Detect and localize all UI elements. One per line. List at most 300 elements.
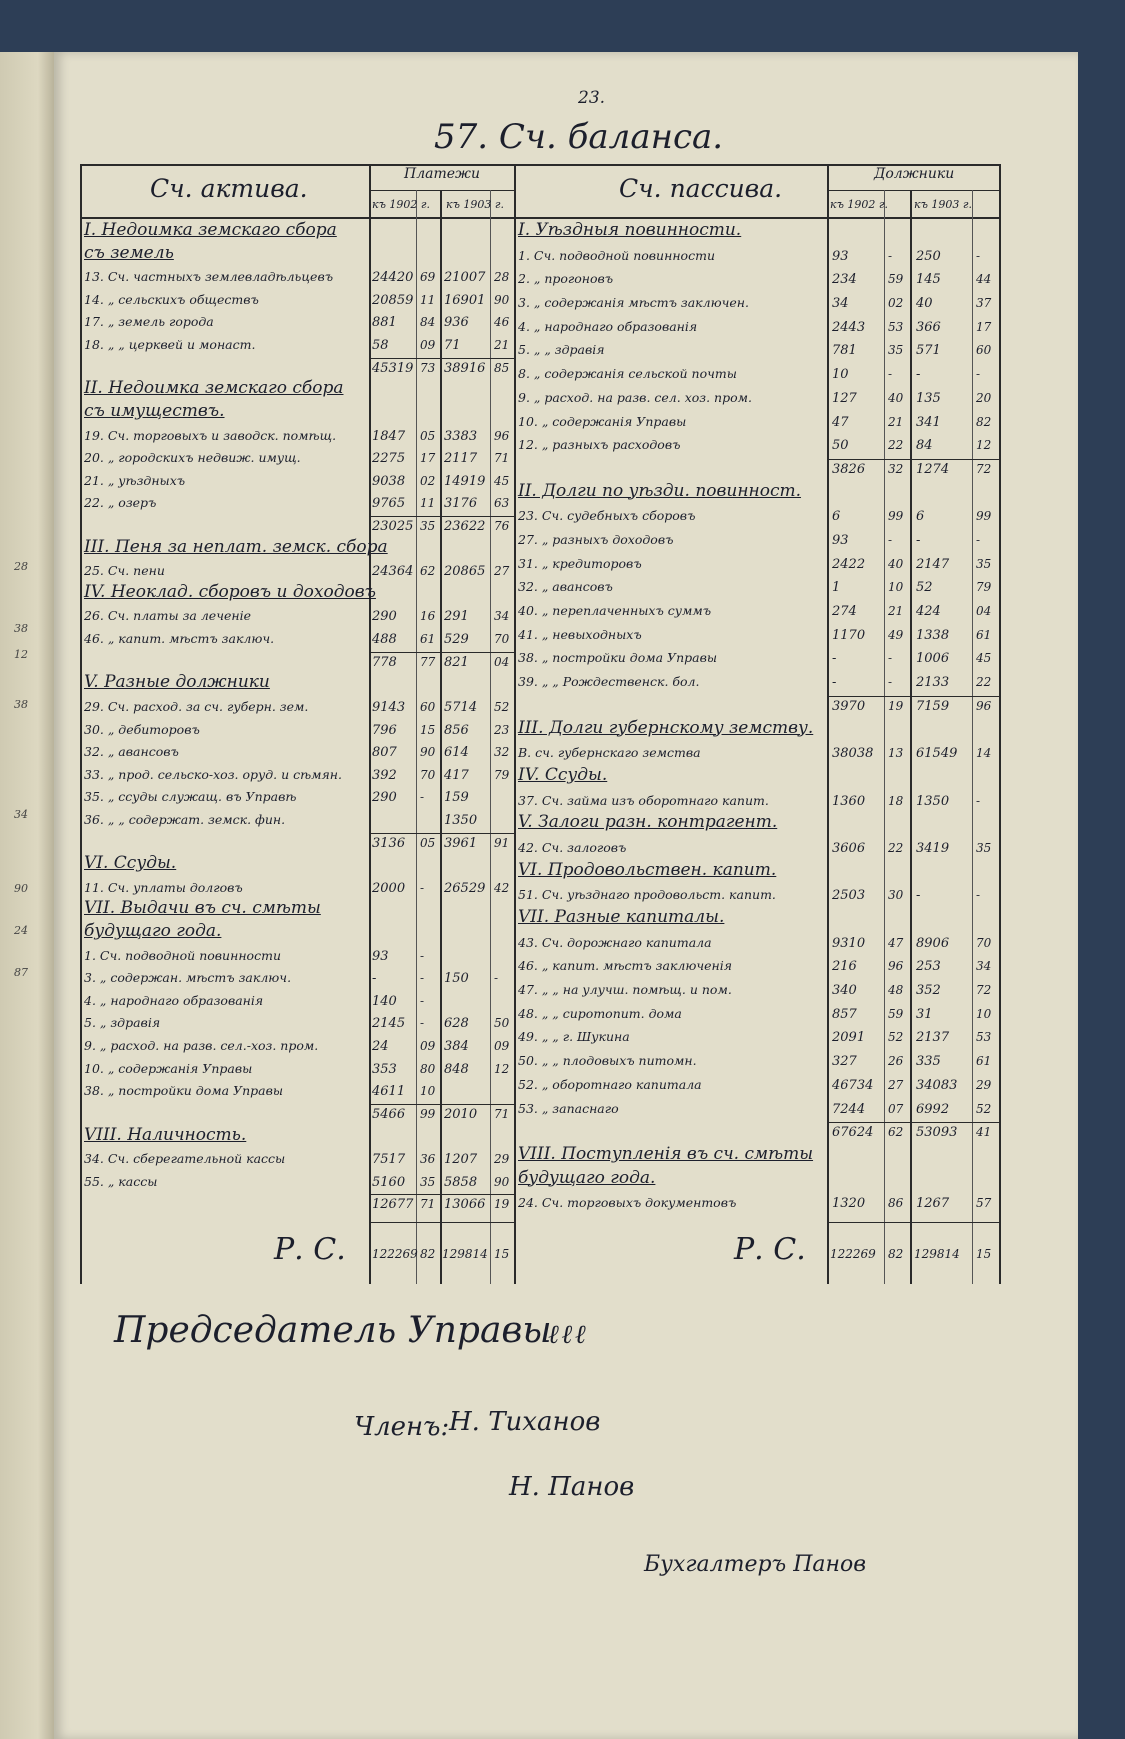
account-label: 50. „ „ плодовыхъ питомн. [518,1053,697,1069]
amount-d: 14 [976,746,992,761]
section-heading: съ земель [84,242,174,263]
amount-b: 35 [420,518,436,533]
ledger-page [54,52,1078,1739]
account-label: 5. „ „ здравія [518,342,605,358]
amount-a: 93 [832,248,849,264]
page-number: 23. [578,88,606,108]
amount-d: 72 [976,461,992,476]
amount-b: 71 [420,1197,436,1212]
amount-a: 1320 [832,1196,866,1212]
amount-b: 09 [420,1039,436,1054]
amount-c: 341 [916,414,941,430]
amount-d: 63 [494,496,510,511]
amount-d: 12 [976,438,992,453]
amount-a: 46734 [832,1077,874,1093]
amount-b: 61 [420,632,436,647]
amount-a: 1170 [832,627,866,643]
amount-d: 91 [494,835,510,850]
account-label: 8. „ содержанія сельской почты [518,366,737,382]
account-label: 48. „ „ сиротопит. дома [518,1005,682,1021]
account-label: 22. „ озеръ [84,495,157,511]
account-label: 52. „ оборотнаго капитала [518,1076,702,1092]
amount-a: 488 [372,632,397,648]
amount-c: 571 [916,343,941,359]
amount-d: 35 [976,556,992,571]
amount-a: 140 [372,993,397,1009]
amount-d: 35 [976,840,992,855]
amount-a: 6 [832,509,841,525]
amount-c: 52 [916,580,933,596]
amount-c: 384 [444,1039,469,1055]
subtotal-rule [369,652,514,653]
amount-d: 61 [976,1054,992,1069]
account-label: 29. Сч. расход. за сч. губерн. зем. [84,698,309,714]
amount-b: 80 [420,1061,436,1076]
amount-a: 781 [832,343,857,359]
amount-a: 778 [372,654,397,670]
account-label: 17. „ земель города [84,314,214,330]
account-label: 33. „ прод. сельско-хоз. оруд. и сѣмян. [84,766,343,782]
amount-c: 335 [916,1054,941,1070]
amount-a: 9765 [372,496,406,512]
account-label: 32. „ авансовъ [84,744,179,760]
account-label: 32. „ авансовъ [518,579,613,595]
account-label: 46. „ капит. мѣстъ заключ. [84,631,275,647]
col-rule-5 [514,164,516,1284]
account-label: 9. „ расход. на разв. сел. хоз. пром. [518,389,752,405]
amount-c: 1006 [916,651,950,667]
amount-a: - [372,971,377,987]
account-label: 23. Сч. судебныхъ сборовъ [518,508,696,524]
account-label: 4. „ народнаго образованія [518,318,698,334]
account-label: 47. „ „ на улучш. помѣщ. и пом. [518,982,732,998]
amount-c: 34083 [916,1077,958,1093]
account-label: 21. „ уѣздныхъ [84,472,186,488]
margin-number: 24 [14,924,28,937]
amount-a: 340 [832,983,857,999]
amount-b: 59 [888,272,904,287]
amount-b: 36 [420,1152,436,1167]
amount-d: 42 [494,880,510,895]
amount-b: 86 [888,1196,904,1211]
section-heading: съ имуществъ. [84,400,225,421]
amount-c: 14919 [444,473,486,489]
subtotal-rule [829,1122,999,1123]
amount-b: - [888,651,893,666]
account-label: 4. „ народнаго образованія [84,992,264,1008]
account-label: 53. „ запаснаго [518,1100,619,1116]
account-label: 3. „ содержанія мѣстъ заключен. [518,295,749,311]
amount-d: 90 [494,292,510,307]
amount-d: 50 [494,1016,510,1031]
amount-c: 856 [444,722,469,738]
amount-d: 52 [976,1101,992,1116]
account-label: 13. Сч. частныхъ землевладѣльцевъ [84,269,334,285]
amount-b: 21 [888,414,904,429]
amount-d: 79 [976,580,992,595]
amount-b: 10 [420,1084,436,1099]
account-label: 38. „ постройки дома Управы [518,650,718,666]
amount-d: 46 [494,315,510,330]
right-group-header: Должники [874,166,955,182]
amount-b: 21 [888,604,904,619]
amount-c: 5858 [444,1174,478,1190]
amount-c: 84 [916,438,933,454]
amount-c: 614 [444,745,469,761]
amount-b: 02 [420,473,436,488]
amount-b: - [420,993,425,1008]
amount-b: 30 [888,888,904,903]
account-label: 51. Сч. уѣзднаго продовольст. капит. [518,887,776,903]
left-y1903-header: къ 1903 г. [446,198,504,211]
amount-d: 29 [976,1077,992,1092]
subtotal-rule [369,1104,514,1105]
margin-number: 90 [14,882,28,895]
right-y1903-header: къ 1903 г. [914,198,972,211]
amount-a: 9143 [372,699,406,715]
amount-d: - [976,367,981,382]
amount-b: 62 [888,1125,904,1140]
col-rule-8 [910,190,912,1284]
amount-d: 57 [976,1196,992,1211]
margin-number: 38 [14,622,28,635]
amount-d: 10 [976,1006,992,1021]
right-total-rule [827,1222,999,1223]
amount-a: - [832,651,837,667]
section-heading: IV. Ссуды. [518,764,608,785]
subtotal-rule [369,516,514,517]
amount-c: 38916 [444,360,486,376]
table-left-rule [80,164,82,1284]
amount-a: 34 [832,296,849,312]
amount-c: 291 [444,609,469,625]
amount-c: - [916,888,921,904]
amount-b: 84 [420,315,436,330]
amount-d: 27 [494,564,510,579]
amount-b: 22 [888,840,904,855]
col-rule-6 [827,164,829,1284]
amount-d: 04 [976,604,992,619]
amount-d: 32 [494,745,510,760]
amount-c: 352 [916,983,941,999]
amount-a: 2503 [832,888,866,904]
assets-header: Сч. актива. [150,174,308,203]
amount-a: 24420 [372,270,414,286]
amount-b: 48 [888,983,904,998]
amount-d: 12 [494,1061,510,1076]
account-label: 38. „ постройки дома Управы [84,1083,284,1099]
subtotal-rule [829,459,999,460]
account-label: 49. „ „ г. Шукина [518,1029,630,1045]
amount-b: 18 [888,793,904,808]
amount-a: 12677 [372,1197,414,1213]
amount-b: 32 [888,461,904,476]
amount-c: 3383 [444,428,478,444]
section-heading: V. Залоги разн. контрагент. [518,812,778,833]
amount-b: 26 [888,1054,904,1069]
amount-b: 16 [420,609,436,624]
amount-b: 99 [888,509,904,524]
amount-a: 2145 [372,1016,406,1032]
amount-b: - [888,248,893,263]
amount-a: 807 [372,745,397,761]
amount-d: - [494,971,499,986]
amount-a: 24364 [372,564,414,580]
amount-c: 8906 [916,935,950,951]
account-label: 1. Сч. подводной повинности [84,947,281,963]
account-label: 10. „ содержанія Управы [518,413,687,429]
amount-d: 76 [494,518,510,533]
amount-c: 3961 [444,835,478,851]
amount-d: 37 [976,296,992,311]
col-rule-3 [440,190,442,1284]
amount-a: - [832,675,837,691]
amount-b: 53 [888,319,904,334]
left-total-c: 129814 [442,1247,488,1261]
amount-c: 821 [444,654,469,670]
account-label: 43. Сч. дорожнаго капитала [518,934,712,950]
amount-d: 96 [494,428,510,443]
amount-b: 40 [888,390,904,405]
amount-c: 135 [916,390,941,406]
col-rule-4 [490,190,491,1284]
section-heading: I. Недоимка земскаго сбора [84,220,337,240]
amount-c: 3176 [444,496,478,512]
amount-d: 34 [494,609,510,624]
amount-d: 53 [976,1030,992,1045]
amount-d: 41 [976,1125,992,1140]
amount-b: 02 [888,296,904,311]
amount-c: 2117 [444,451,478,467]
amount-c: 21007 [444,270,486,286]
account-label: 24. Сч. торговыхъ документовъ [518,1195,737,1211]
amount-c: 1267 [916,1196,950,1212]
left-total-b: 82 [420,1247,436,1261]
amount-a: 881 [372,315,397,331]
amount-d: 22 [976,675,992,690]
amount-a: 7517 [372,1152,406,1168]
amount-a: 2275 [372,451,406,467]
amount-a: 1360 [832,793,866,809]
amount-b: 69 [420,270,436,285]
amount-a: 1 [832,580,841,596]
amount-c: 1338 [916,627,950,643]
amount-b: 96 [888,959,904,974]
amount-c: 253 [916,959,941,975]
amount-a: 4611 [372,1084,406,1100]
col-rule-1 [369,164,371,1284]
amount-b: 09 [420,338,436,353]
chairman-signature: ℓ ℓ ℓ [548,1320,586,1350]
amount-b: 11 [420,496,436,511]
amount-b: 07 [888,1101,904,1116]
amount-a: 234 [832,272,857,288]
amount-b: 40 [888,556,904,571]
col-rule-10 [999,164,1001,1284]
amount-d: 60 [976,343,992,358]
amount-c: 250 [916,248,941,264]
amount-b: 62 [420,564,436,579]
amount-a: 10 [832,367,849,383]
left-group-header: Платежи [404,166,480,182]
account-label: 25. Сч. пени [84,563,165,579]
amount-a: 9038 [372,473,406,489]
amount-a: 9310 [832,935,866,951]
amount-c: 13066 [444,1197,486,1213]
amount-c: 53093 [916,1125,958,1141]
right-total-b: 82 [888,1247,904,1261]
amount-d: 72 [976,983,992,998]
amount-d: 34 [976,959,992,974]
amount-b: 49 [888,627,904,642]
amount-c: 7159 [916,698,950,714]
amount-d: 96 [976,698,992,713]
amount-c: 628 [444,1016,469,1032]
amount-c: 1274 [916,461,950,477]
section-heading: VI. Ссуды. [84,853,177,874]
col-rule-7 [884,190,885,1284]
amount-b: - [888,532,893,547]
account-label: В. сч. губернскаго земства [518,745,701,761]
amount-d: 20 [976,390,992,405]
amount-b: 99 [420,1106,436,1121]
amount-b: 05 [420,428,436,443]
amount-d: 90 [494,1174,510,1189]
amount-a: 274 [832,604,857,620]
amount-a: 47 [832,414,849,430]
amount-d: - [976,888,981,903]
account-label: 40. „ переплаченныхъ суммъ [518,603,712,619]
facing-page-margin [0,0,54,1739]
amount-b: 27 [888,1077,904,1092]
amount-c: 31 [916,1006,933,1022]
amount-c: 2133 [916,675,950,691]
amount-c: 23622 [444,518,486,534]
section-heading: V. Разные должники [84,672,270,693]
amount-c: - [916,367,921,383]
left-total-d: 15 [494,1247,510,1261]
amount-a: 392 [372,767,397,783]
amount-a: 2422 [832,556,866,572]
account-label: 41. „ невыходныхъ [518,626,642,642]
amount-d: 21 [494,338,510,353]
amount-c: 424 [916,604,941,620]
account-label: 11. Сч. уплаты долговъ [84,879,243,895]
amount-d: 19 [494,1197,510,1212]
amount-b: - [420,948,425,963]
amount-d: 85 [494,360,510,375]
amount-c: 936 [444,315,469,331]
amount-c: 26529 [444,880,486,896]
amount-b: 15 [420,722,436,737]
amount-d: 61 [976,627,992,642]
amount-d: 28 [494,270,510,285]
section-heading: VII. Выдачи въ сч. смѣты [84,898,321,919]
page-title: 57. Сч. баланса. [434,117,724,157]
amount-c: 1207 [444,1152,478,1168]
amount-c: 6992 [916,1101,950,1117]
account-label: 12. „ разныхъ расходовъ [518,437,681,453]
amount-b: 77 [420,654,436,669]
table-top-rule [80,164,999,166]
amount-b: 90 [420,745,436,760]
margin-number: 34 [14,808,28,821]
section-heading: VI. Продовольствен. капит. [518,859,777,880]
section-heading: II. Долги по уѣзди. повинност. [518,480,802,501]
amount-a: 327 [832,1054,857,1070]
right-total-d: 15 [976,1247,992,1261]
chairman-signature-label: Председатель Управы [114,1310,552,1351]
amount-c: 2137 [916,1030,950,1046]
amount-c: 1350 [444,812,478,828]
accountant-signature: Бухгалтеръ Панов [644,1552,867,1577]
liabilities-header: Сч. пассива. [619,174,783,203]
amount-a: 45319 [372,360,414,376]
left-total-a: 122269 [372,1247,418,1261]
amount-c: 417 [444,767,469,783]
section-heading: VIII. Поступленія въ сч. смѣты [518,1143,814,1164]
section-heading: будущаго года. [518,1167,656,1188]
account-label: 31. „ кредиторовъ [518,555,642,571]
amount-a: 67624 [832,1125,874,1141]
section-heading: II. Недоимка земскаго сбора [84,378,344,399]
amount-a: 58 [372,338,389,354]
amount-a: 3136 [372,835,406,851]
subtotal-rule [369,358,514,359]
amount-b: 22 [888,438,904,453]
amount-d: 71 [494,1106,510,1121]
account-label: 35. „ ссуды служащ. въ Управѣ [84,789,297,805]
amount-a: 857 [832,1006,857,1022]
member-signature-2: Н. Панов [509,1472,635,1502]
amount-a: 7244 [832,1101,866,1117]
account-label: 37. Сч. займа изъ оборотнаго капит. [518,792,769,808]
amount-b: 70 [420,767,436,782]
amount-c: - [916,532,921,548]
amount-b: - [420,1016,425,1031]
amount-b: 10 [888,580,904,595]
section-heading: VIII. Наличность. [84,1124,247,1145]
account-label: 2. „ прогоновъ [518,271,614,287]
amount-a: 353 [372,1061,397,1077]
amount-b: 35 [420,1174,436,1189]
amount-a: 2091 [832,1030,866,1046]
header-bottom-rule [80,217,999,219]
amount-d: 70 [976,935,992,950]
section-heading: IV. Неоклад. сборовъ и доходовъ [84,581,376,602]
amount-a: 93 [832,532,849,548]
amount-b: - [420,880,425,895]
margin-number: 38 [14,698,28,711]
amount-a: 50 [832,438,849,454]
right-total-label: Р. С. [734,1232,806,1267]
amount-a: 24 [372,1039,389,1055]
amount-c: 145 [916,272,941,288]
amount-c: 6 [916,509,925,525]
amount-b: 59 [888,1006,904,1021]
amount-a: 23025 [372,518,414,534]
amount-c: 20865 [444,564,486,580]
amount-b: - [420,971,425,986]
amount-c: 2147 [916,556,950,572]
amount-c: 61549 [916,746,958,762]
amount-c: 5714 [444,699,478,715]
amount-b: 17 [420,451,436,466]
amount-a: 2443 [832,319,866,335]
account-label: 5. „ здравія [84,1015,161,1031]
amount-d: 45 [494,473,510,488]
section-heading: VII. Разные капиталы. [518,907,725,928]
